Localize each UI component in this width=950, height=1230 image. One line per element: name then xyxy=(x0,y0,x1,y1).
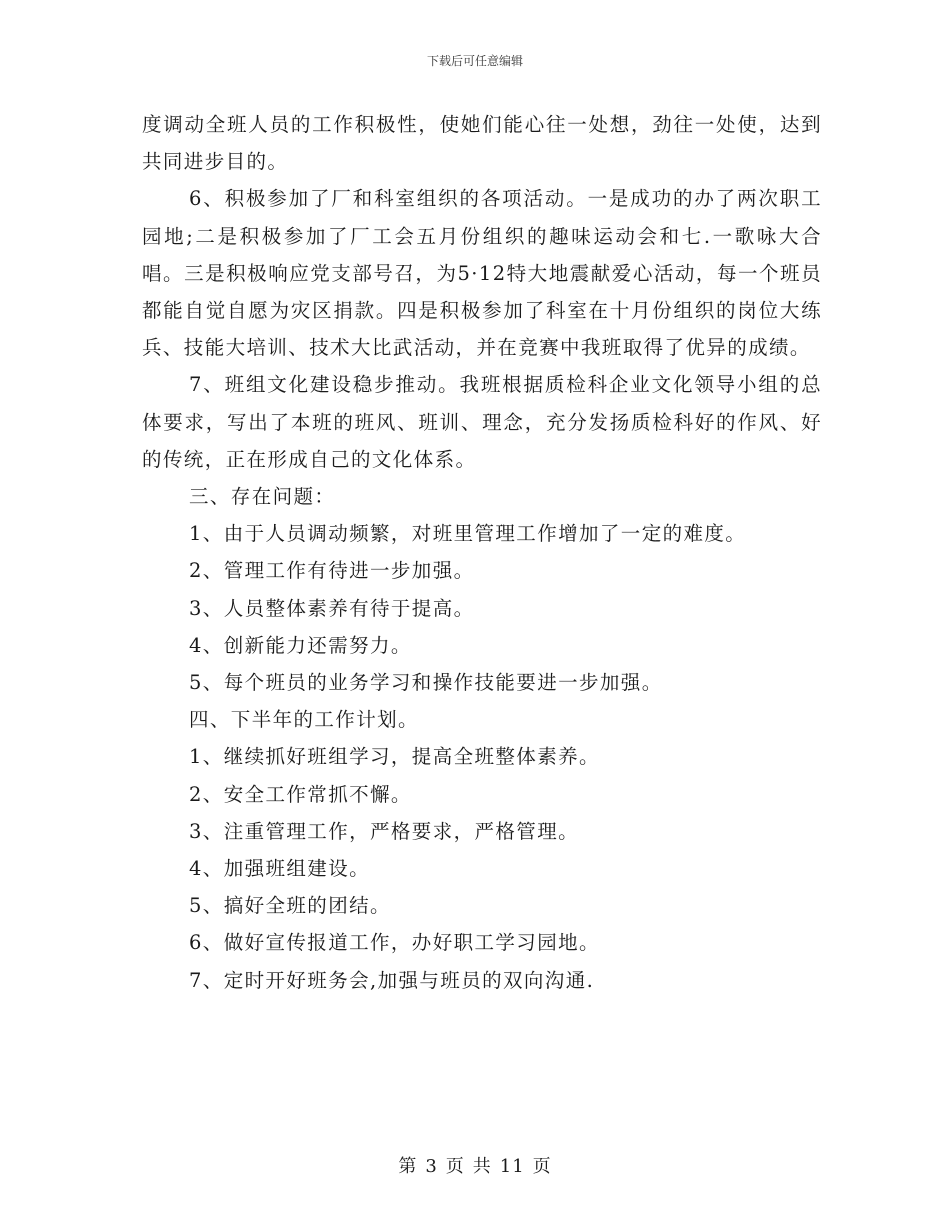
list-item: 5、每个班员的业务学习和操作技能要进一步加强。 xyxy=(189,671,663,695)
paragraph: 7、班组文化建设稳步推动。我班根据质检科企业文化领导小组的总体要求，写出了本班的班风、班训、理念，充分发扬质检科好的作风、好的传统，正在形成自己的文化体系。 xyxy=(142,373,822,471)
list-item: 4、加强班组建设。 xyxy=(189,857,371,881)
footer-prefix: 第 xyxy=(398,1156,418,1177)
paragraph: 6、积极参加了厂和科室组织的各项活动。一是成功的办了两次职工园地;二是积极参加了厂工会五月份组织的趣味运动会和七.一歌咏大合唱。三是积极响应党支部号召，为5·12特大地震献爱心活动，每一个班员都能自觉自愿为灾区捐款。四是积极参加了科室在十月份组织的岗位大练兵、技能大培训、技术大比武活动，并在竞赛中我班取得了优异的成绩。 xyxy=(142,187,822,360)
page-header-note: 下载后可任意编辑 xyxy=(426,54,523,68)
current-page-number: 3 xyxy=(425,1156,438,1177)
document-body xyxy=(142,106,822,999)
list-item: 6、做好宣传报道工作，办好职工学习园地。 xyxy=(189,931,600,955)
paragraph: 度调动全班人员的工作积极性，使她们能心往一处想，劲往一处使，达到共同进步目的。 xyxy=(142,113,822,174)
list-item: 7、定时开好班务会,加强与班员的双向沟通. xyxy=(189,968,595,992)
section-heading: 四、下半年的工作计划。 xyxy=(189,708,419,732)
section-heading: 三、存在问题： xyxy=(189,485,336,509)
footer-total-prefix: 共 xyxy=(472,1156,492,1177)
list-item: 2、管理工作有待进一步加强。 xyxy=(189,559,475,583)
list-item: 1、由于人员调动频繁，对班里管理工作增加了一定的难度。 xyxy=(189,522,747,546)
list-item: 3、注重管理工作，严格要求，严格管理。 xyxy=(189,819,580,843)
list-item: 2、安全工作常抓不懈。 xyxy=(189,782,412,806)
list-item: 1、继续抓好班组学习，提高全班整体素养。 xyxy=(189,745,600,769)
list-item: 5、搞好全班的团结。 xyxy=(189,894,391,918)
list-item: 4、创新能力还需努力。 xyxy=(189,633,412,657)
page-footer xyxy=(0,1152,950,1178)
list-item: 3、人员整体素养有待于提高。 xyxy=(189,596,475,620)
total-page-count: 11 xyxy=(499,1156,525,1177)
footer-page-label: 页 xyxy=(445,1156,465,1177)
footer-total-label: 页 xyxy=(532,1156,552,1177)
